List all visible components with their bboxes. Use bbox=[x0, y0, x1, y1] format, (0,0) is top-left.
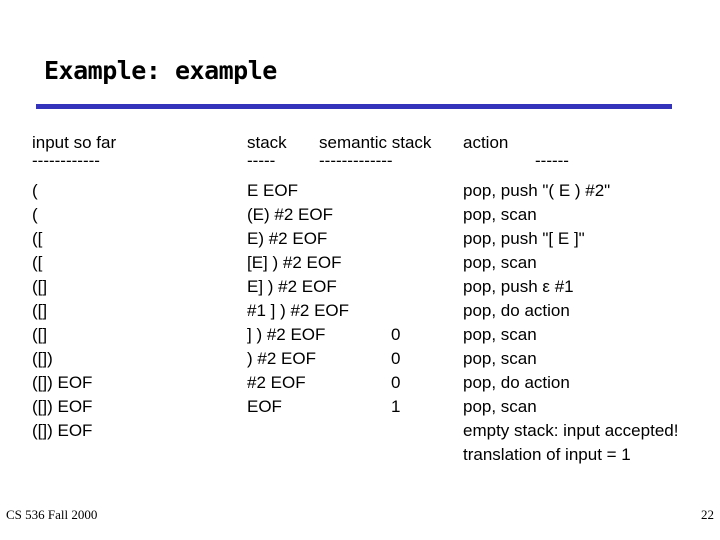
row-2-stack-cell: (E) #2 EOF bbox=[247, 205, 333, 224]
slide-title: Example: example bbox=[44, 56, 277, 85]
row-9-semantic-cell: 0 bbox=[391, 373, 401, 392]
row-7-stack-cell: ] ) #2 EOF bbox=[247, 325, 326, 344]
row-1-action-cell: pop, push "( E ) #2" bbox=[463, 181, 611, 200]
row-8-input-cell: ([]) bbox=[32, 349, 53, 368]
row-4-input-cell: ([ bbox=[32, 253, 43, 272]
input-column-header: input so far bbox=[32, 133, 117, 152]
input-column-dashes: ------------ bbox=[32, 151, 100, 170]
row-10-stack-cell: EOF bbox=[247, 397, 282, 416]
semantic-column-header: semantic stack bbox=[319, 133, 432, 152]
row-6-stack-cell: #1 ] ) #2 EOF bbox=[247, 301, 350, 320]
row-3-stack-cell: E) #2 EOF bbox=[247, 229, 328, 248]
row-7-input-cell: ([] bbox=[32, 325, 48, 344]
title-underline bbox=[36, 104, 672, 109]
semantic-column-dashes: ------------- bbox=[319, 151, 393, 170]
row-8-stack-cell: ) #2 EOF bbox=[247, 349, 316, 368]
course-footer: CS 536 Fall 2000 bbox=[6, 507, 98, 522]
row-10-input-cell: ([]) EOF bbox=[32, 397, 93, 416]
row-5-stack-cell: E] ) #2 EOF bbox=[247, 277, 337, 296]
row-3-action-cell: pop, push "[ E ]" bbox=[463, 229, 585, 248]
row-2-action-cell: pop, scan bbox=[463, 205, 537, 224]
action-column-header: action bbox=[463, 133, 509, 152]
row-3-input-cell: ([ bbox=[32, 229, 43, 248]
stack-column-header: stack bbox=[247, 133, 287, 152]
row-11-input-cell: ([]) EOF bbox=[32, 421, 93, 440]
row-7-semantic-cell: 0 bbox=[391, 325, 401, 344]
row-6-input-cell: ([] bbox=[32, 301, 48, 320]
row-9-input-cell: ([]) EOF bbox=[32, 373, 93, 392]
row-2-input-cell: ( bbox=[32, 205, 38, 224]
row-10-action-cell: pop, scan bbox=[463, 397, 537, 416]
row-4-action-cell: pop, scan bbox=[463, 253, 537, 272]
row-1-stack-cell: E EOF bbox=[247, 181, 299, 200]
row-8-action-cell: pop, scan bbox=[463, 349, 537, 368]
action-column-dashes: ------ bbox=[535, 151, 569, 170]
row-1-input-cell: ( bbox=[32, 181, 38, 200]
row-9-stack-cell: #2 EOF bbox=[247, 373, 306, 392]
row-7-action-cell: pop, scan bbox=[463, 325, 537, 344]
row-5-input-cell: ([] bbox=[32, 277, 48, 296]
stack-column-dashes: ----- bbox=[247, 151, 276, 170]
row-4-stack-cell: [E] ) #2 EOF bbox=[247, 253, 342, 272]
row-9-action-cell: pop, do action bbox=[463, 373, 570, 392]
row-6-action-cell: pop, do action bbox=[463, 301, 570, 320]
row-10-semantic-cell: 1 bbox=[391, 397, 401, 416]
row-5-action-cell: pop, push ε #1 bbox=[463, 277, 574, 296]
row-8-semantic-cell: 0 bbox=[391, 349, 401, 368]
row-12-action-cell: translation of input = 1 bbox=[463, 445, 631, 464]
page-number: 22 bbox=[701, 507, 714, 522]
row-11-action-cell: empty stack: input accepted! bbox=[463, 421, 679, 440]
